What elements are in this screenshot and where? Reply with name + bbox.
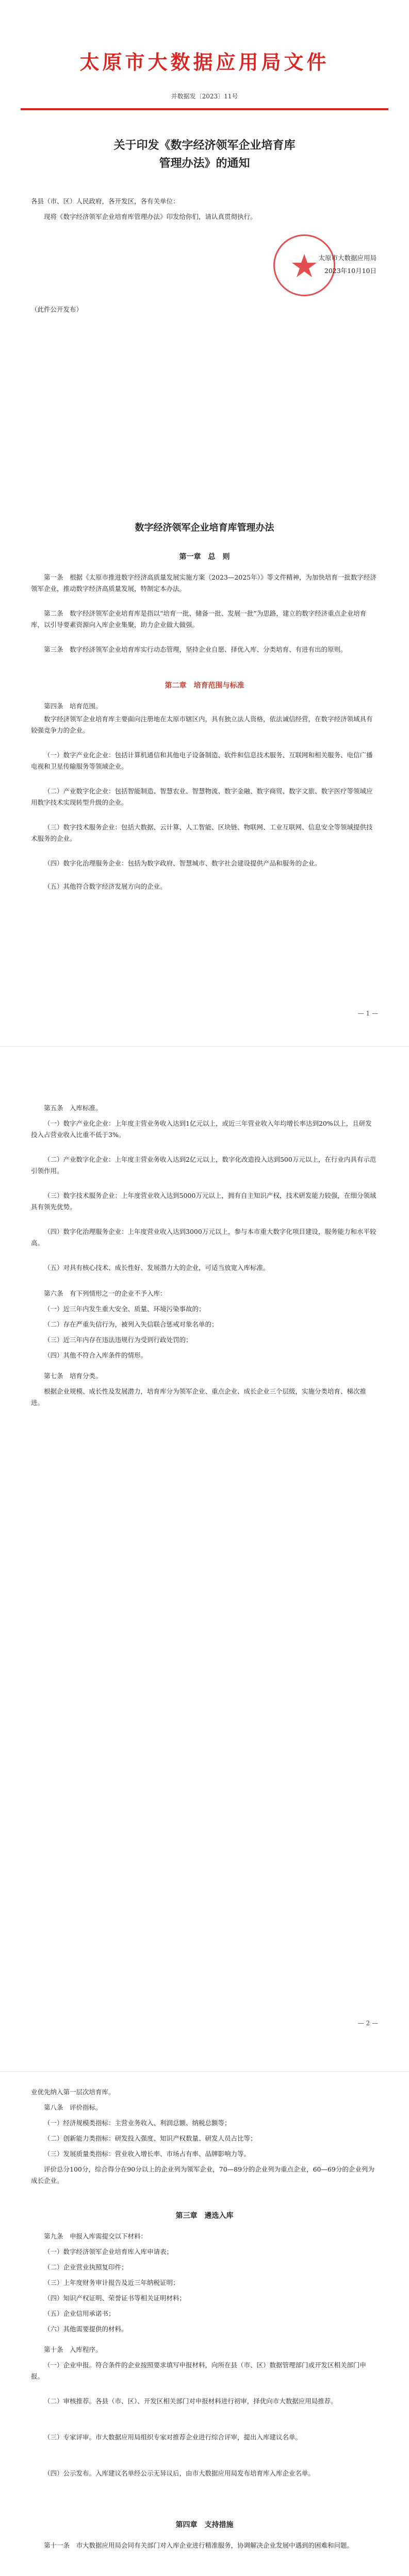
standard-5: （五）对具有核心技术、成长性好、发展潜力大的企业，可适当放宽入库标准。	[44, 1264, 270, 1272]
chapter-2-title: 第二章 培育范围与标准	[165, 682, 244, 690]
continuation: 业优先纳入第一层次培育库。	[31, 2088, 115, 2096]
material-5: （五）企业信用承诺书；	[44, 2310, 115, 2317]
chapter-4-title: 第四章 支持措施	[175, 2521, 234, 2529]
public-note: （此件公开发布）	[31, 306, 83, 313]
chapter-1-title: 第一章 总 则	[179, 553, 230, 561]
page-separator	[0, 2071, 409, 2072]
notice-title-line2: 管理办法》的通知	[159, 157, 250, 170]
exclusion-4: （四）其他不符合入库条件的情形。	[44, 1351, 148, 1359]
notice-addressee: 各县（市、区）人民政府，各开发区，各有关单位：	[31, 197, 179, 205]
article-11: 第十一条 市大数据应用局会同有关部门对入库企业进行精准服务，协调解决企业发展中遇到的困难和问题。	[44, 2541, 354, 2549]
article-5: 第五条 入库标准。	[44, 1104, 102, 1112]
article-8: 第八条 评价指标。	[44, 2104, 102, 2111]
article-4-scope: 数字经济领军企业培育库主要面向注册地在太原市辖区内，具有独立法人资格，依法诚信经营，在数字经济领域具有较强竞争力的企业。	[31, 715, 373, 734]
notice-title-line1: 关于印发《数字经济领军企业培育库	[113, 139, 296, 152]
org-title: 太原市大数据应用局文件	[79, 50, 330, 74]
scope-item-5: （五）其他符合数字经济发展方向的企业。	[44, 883, 167, 890]
classification: 根据企业规模、成长性及发展潜力，培育库分为领军企业、重点企业、成长企业三个层级，实施分类培育、梯次推进。	[31, 1387, 367, 1406]
material-1: （一）数字经济领军企业培育库入库申请表；	[44, 2248, 173, 2256]
scope-item-2: （二）产业数字化企业：包括智能制造、智慧农业、智慧物流、数字金融、数字商贸、数字文旅、数字医疗等领域应用数字技术实现转型升级的企业。	[31, 787, 373, 806]
indicator-3: （三）发展质量类指标：营业收入增长率、市场占有率、品牌影响力等。	[44, 2150, 251, 2158]
article-2: 第二条 数字经济领军企业培育库是指以“培育一批、储备一批、发展一批”为思路，建立的数字经济重点企业培育库，以引导要素资源向入库企业集聚，助力企业做大做强。	[31, 609, 367, 629]
red-divider	[21, 108, 388, 110]
page-number: — 1 —	[357, 1010, 378, 1017]
notice-issuer: 太原市大数据应用局	[318, 254, 377, 262]
score-rule: 评价总分100分，综合得分在90分以上的企业列为领军企业，70—89分的企业列为重点企业，60—69分的企业列为成长企业。	[31, 2165, 374, 2184]
material-2: （二）企业营业执照复印件；	[44, 2263, 128, 2271]
page-separator	[0, 1046, 409, 1047]
article-3: 第三条 数字经济领军企业培育库实行动态管理，坚持企业自愿、择优入库、分类培育、有进有出的原则。	[44, 646, 347, 653]
procedure-3: （三）专家评审。市大数据应用局组织专家对推荐企业进行综合评审，提出入库建议名单。	[44, 2433, 302, 2441]
scope-item-4: （四）数字化治理服务企业：包括为数字政府、智慧城市、数字社会建设提供产品和服务的企业。	[44, 859, 321, 867]
material-4: （四）知识产权证明、荣誉证书等相关证明材料；	[44, 2294, 186, 2302]
notice-body: 现将《数字经济领军企业培育库管理办法》印发给你们，请认真贯彻执行。	[44, 213, 257, 221]
page-number: — 2 —	[357, 2020, 378, 2027]
notice-date: 2023年10月10日	[324, 267, 377, 275]
exclusion-1: （一）近三年内发生重大安全、质量、环境污染事故的；	[44, 1305, 205, 1313]
chapter-3-title: 第三章 遴选入库	[175, 2212, 234, 2220]
article-9: 第九条 申报入库需提交以下材料：	[44, 2232, 148, 2240]
procedure-2: （二）审核推荐。各县（市、区）、开发区相关部门对申报材料进行初审，择优向市大数据应用局推荐。	[44, 2397, 337, 2405]
scope-item-1: （一）数字产业化企业：包括计算机通信和其他电子设备制造、软件和信息技术服务、互联网和相关服务、电信广播电视和卫星传输服务等领域企业。	[31, 751, 373, 770]
standard-1: （一）数字产业化企业：上年度主营业务收入达到1亿元以上，或近三年营业收入年均增长率达到20%以上，且研发投入占营业收入比重不低于3%。	[31, 1120, 372, 1139]
indicator-1: （一）经济规模类指标：主营业务收入、利润总额、纳税总额等；	[44, 2119, 231, 2127]
procedure-1: （一）企业申报。符合条件的企业按照要求填写申报材料，向所在县（市、区）数据管理部门或开发区相关部门申报。	[31, 2361, 367, 2380]
exclusion-3: （三）近三年内存在违法违规行为受到行政处罚的；	[44, 1336, 192, 1344]
scope-item-3: （三）数字技术服务企业：包括大数据、云计算、人工智能、区块链、物联网、工业互联网、信息安全等领域提供技术服务的企业。	[31, 823, 373, 842]
standard-4: （四）数字化治理服务企业：上年度营业收入达到3000万元以上，参与本市重大数字化项目建设，服务能力和水平较高。	[31, 1228, 377, 1247]
procedure-4: （四）公示发布。入库建议名单经公示无异议后，由市大数据应用局发布培育库入库企业名单。	[44, 2469, 315, 2477]
article-7: 第七条 培育分类。	[44, 1372, 102, 1380]
article-6: 第六条 有下列情形之一的企业不予入库：	[44, 1290, 167, 1297]
article-10: 第十条 入库程序。	[44, 2346, 102, 2353]
doc-number: 并数据发〔2023〕11号	[171, 93, 238, 100]
material-3: （三）上年度财务审计报告及近三年纳税证明；	[44, 2279, 179, 2286]
exclusion-2: （二）存在严重失信行为，被列入失信联合惩戒对象名单的；	[44, 1320, 218, 1328]
article-4: 第四条 培育范围。	[44, 702, 102, 710]
indicator-2: （二）创新能力类指标：研发投入强度、知识产权数量、研发人员占比等；	[44, 2134, 257, 2142]
material-6: （六）其他需要提供的材料。	[44, 2325, 128, 2333]
article-1: 第一条 根据《太原市推进数字经济高质量发展实施方案（2023—2025年）》等文件精神，为加快培育一批数字经济领军企业，推动数字经济高质量发展，特制定本办法。	[31, 573, 377, 592]
doc-title: 数字经济领军企业培育库管理办法	[135, 522, 274, 533]
standard-2: （二）产业数字化企业：上年度主营业务收入达到2亿元以上，数字化改造投入达到500万元以上，在行业内具有示范引领作用。	[31, 1156, 377, 1175]
standard-3: （三）数字技术服务企业：上年度营业收入达到5000万元以上，拥有自主知识产权，技术研发能力较强，在细分领域具有领先优势。	[31, 1192, 377, 1211]
